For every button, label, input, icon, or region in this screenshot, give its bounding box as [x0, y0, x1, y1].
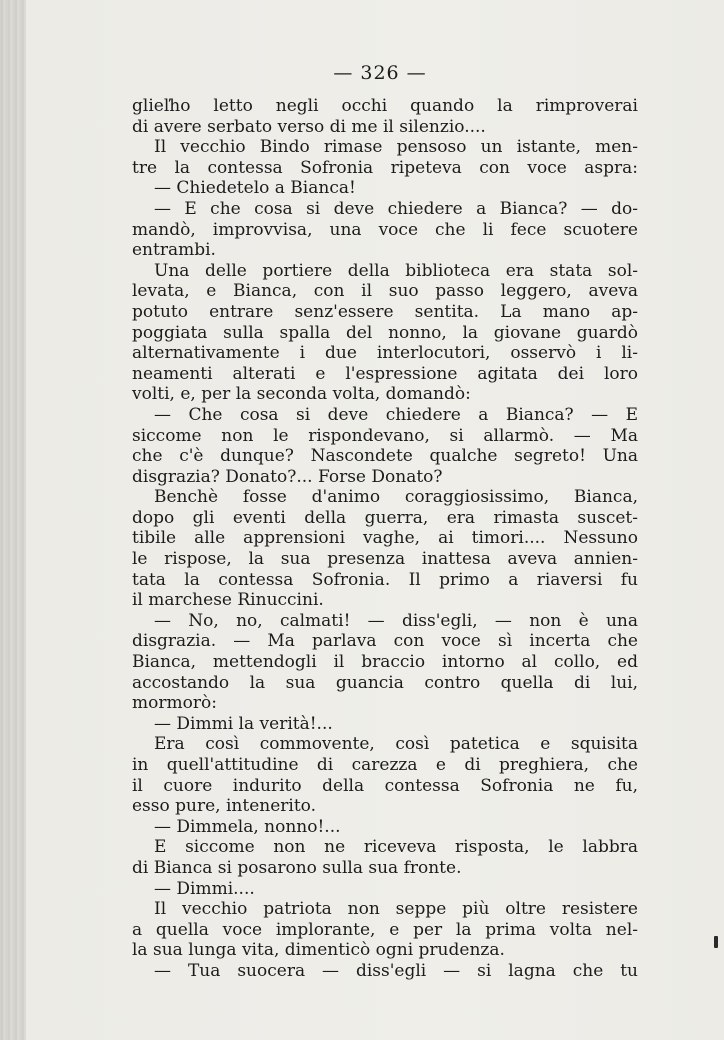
text-line: E siccome non ne riceveva risposta, le labbra	[154, 837, 638, 858]
text-line: — E che cosa si deve chiedere a Bianca? — do-	[154, 198, 638, 219]
text-line: disgrazia. — Ma parlava con voce sì incerta che	[132, 631, 638, 652]
text-line: le rispose, la sua presenza inattesa aveva annien-	[132, 549, 638, 570]
text-line: Bianca, mettendogli il braccio intorno al collo, ed	[132, 652, 638, 673]
book-spine	[0, 0, 26, 1040]
text-line: Benchè fosse d'animo coraggiosissimo, Bianca,	[154, 487, 638, 508]
text-line: — Che cosa si deve chiedere a Bianca? — E	[154, 404, 638, 425]
text-line: che c'è dunque? Nascondete qualche segreto! Una	[132, 446, 638, 467]
text-line: a quella voce implorante, e per la prima volta nel-	[132, 919, 638, 940]
text-line: mormorò:	[132, 693, 217, 714]
text-line: il marchese Rinuccini.	[132, 590, 324, 611]
page-text	[132, 96, 638, 982]
text-line: Il vecchio patriota non seppe più oltre resistere	[154, 899, 638, 920]
text-line: Una delle portiere della biblioteca era stata sol-	[154, 260, 638, 281]
text-line: neamenti alterati e l'espressione agitata dei loro	[132, 363, 638, 384]
text-line: il cuore indurito della contessa Sofronia ne fu,	[132, 775, 638, 796]
text-line: mandò, improvvisa, una voce che li fece scuotere	[132, 219, 638, 240]
text-line: esso pure, intenerito.	[132, 796, 316, 817]
text-line: — Dimmi la verità!...	[154, 713, 333, 734]
text-line: disgrazia? Donato?... Forse Donato?	[132, 466, 443, 487]
text-line: la sua lunga vita, dimenticò ogni prudenza.	[132, 940, 505, 961]
text-line: tata la contessa Sofronia. Il primo a riaversi fu	[132, 569, 638, 590]
text-line: poggiata sulla spalla del nonno, la giovane guardò	[132, 322, 638, 343]
text-line: levata, e Bianca, con il suo passo leggero, aveva	[132, 281, 638, 302]
text-line: in quell'attitudine di carezza e di preghiera, che	[132, 755, 638, 775]
text-line: accostando la sua guancia contro quella di lui,	[132, 672, 638, 693]
text-line: Il vecchio Bindo rimase pensoso un istante, men-	[154, 137, 638, 158]
text-line: dopo gli eventi della guerra, era rimasta suscet-	[132, 507, 638, 528]
text-line: alternativamente i due interlocutori, osservò i li-	[132, 343, 638, 364]
page-number: — 326 —	[333, 62, 427, 84]
text-line: tibile alle apprensioni vaghe, ai timori.... Nessuno	[132, 528, 638, 549]
text-line: glieľho letto negli occhi quando la rimproverai	[132, 96, 638, 116]
text-line: siccome non le rispondevano, si allarmò. — Ma	[132, 425, 638, 446]
text-line: Era così commovente, così patetica e squisita	[154, 734, 638, 755]
text-line: — Tua suocera — diss'egli — si lagna che tu	[154, 960, 638, 981]
text-line: tre la contessa Sofronia ripeteva con voce aspra:	[132, 157, 638, 178]
text-line: entrambi.	[132, 240, 216, 261]
text-line: — Dimmi....	[154, 878, 255, 899]
text-line: di avere serbato verso di me il silenzio....	[132, 116, 486, 137]
text-line: — No, no, calmati! — diss'egli, — non è una	[154, 610, 638, 631]
text-line: volti, e, per la seconda volta, domandò:	[132, 384, 471, 405]
text-line: potuto entrare senz'essere sentita. La mano ap-	[132, 301, 638, 322]
page-edge-mark	[714, 936, 718, 948]
text-line: — Dimmela, nonno!...	[154, 816, 341, 837]
text-line: — Chiedetelo a Bianca!	[154, 178, 356, 199]
text-line: di Bianca si posarono sulla sua fronte.	[132, 857, 462, 878]
